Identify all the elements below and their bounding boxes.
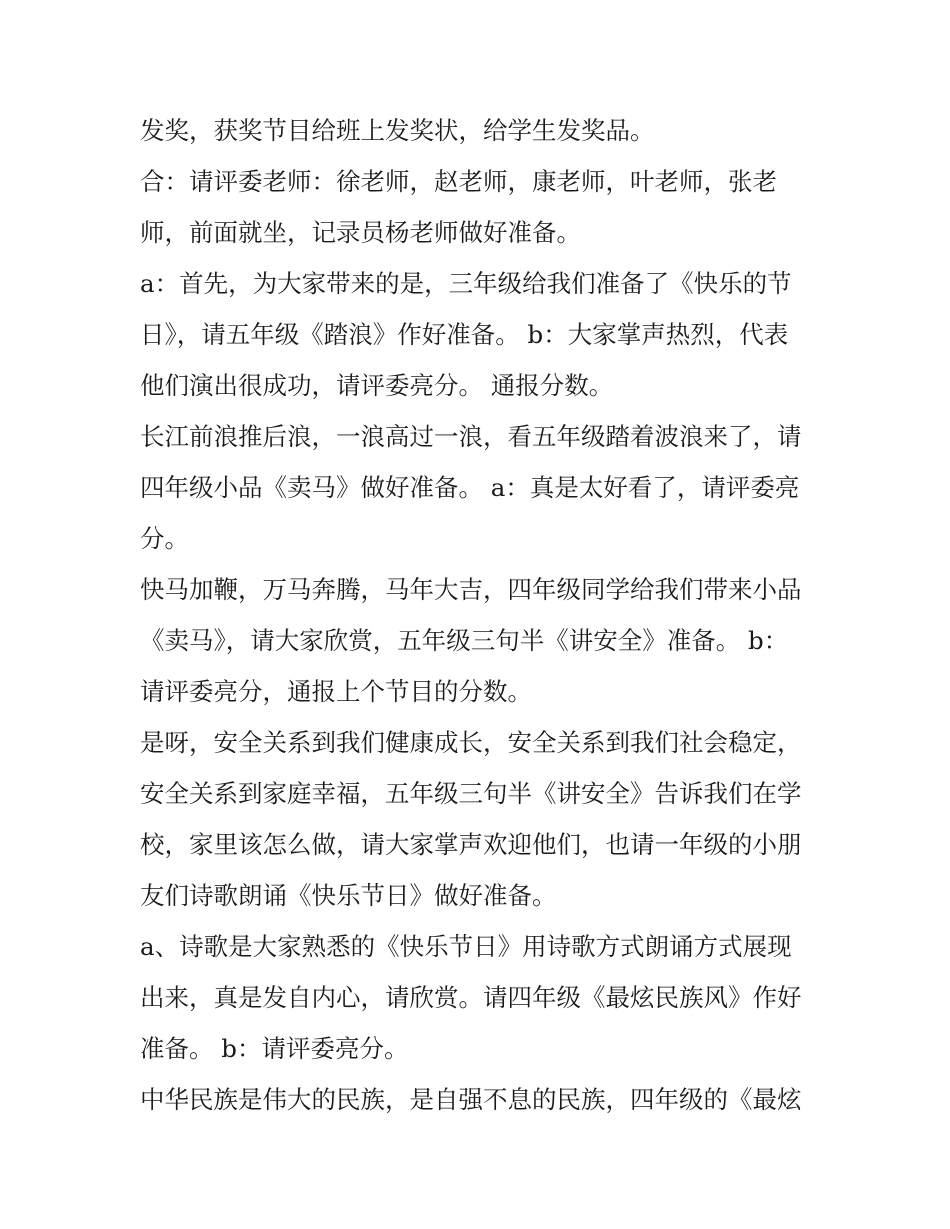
paragraph-judges bbox=[140, 156, 820, 258]
text-line: 合：请评委老师：徐老师，赵老师，康老师，叶老师，张老 bbox=[140, 167, 777, 196]
paragraph-award bbox=[140, 105, 820, 156]
paragraph-poem bbox=[140, 921, 820, 1074]
paragraph-safety bbox=[140, 717, 820, 921]
text-line: 快马加鞭，万马奔腾，马年大吉，四年级同学给我们带来小品 bbox=[140, 575, 802, 604]
text-line: 请评委亮分，通报上个节目的分数。 bbox=[140, 677, 532, 706]
text-line: a、诗歌是大家熟悉的《快乐节日》用诗歌方式朗诵方式展现 bbox=[140, 932, 792, 961]
text-line: 《卖马》，请大家欣赏，五年级三句半《讲安全》准备。 b： bbox=[140, 626, 789, 655]
text-line: a：首先，为大家带来的是，三年级给我们准备了《快乐的节 bbox=[140, 269, 792, 298]
text-line: 中华民族是伟大的民族，是自强不息的民族，四年级的《最炫 bbox=[140, 1085, 802, 1114]
text-line: 发奖，获奖节目给班上发奖状，给学生发奖品。 bbox=[140, 116, 655, 145]
text-line: 校，家里该怎么做，请大家掌声欢迎他们，也请一年级的小朋 bbox=[140, 830, 802, 859]
paragraph-selling-horse bbox=[140, 564, 820, 717]
text-line: 长江前浪推后浪，一浪高过一浪，看五年级踏着波浪来了，请 bbox=[140, 422, 802, 451]
text-line: 分。 bbox=[140, 524, 189, 553]
paragraph-tread-waves bbox=[140, 411, 820, 564]
text-line: 四年级小品《卖马》做好准备。 a：真是太好看了，请评委亮 bbox=[140, 473, 800, 502]
paragraph-nation bbox=[140, 1074, 820, 1125]
text-line: 友们诗歌朗诵《快乐节日》做好准备。 bbox=[140, 881, 557, 910]
document-body bbox=[140, 105, 820, 1125]
text-line: 准备。 b：请评委亮分。 bbox=[140, 1034, 409, 1063]
text-line: 他们演出很成功，请评委亮分。 通报分数。 bbox=[140, 371, 614, 400]
text-line: 日》，请五年级《踏浪》作好准备。 b：大家掌声热烈，代表 bbox=[140, 320, 789, 349]
paragraph-first-program bbox=[140, 258, 820, 411]
text-line: 是呀，安全关系到我们健康成长，安全关系到我们社会稳定， bbox=[140, 728, 802, 757]
text-line: 安全关系到家庭幸福，五年级三句半《讲安全》告诉我们在学 bbox=[140, 779, 802, 808]
text-line: 师，前面就坐，记录员杨老师做好准备。 bbox=[140, 218, 581, 247]
text-line: 出来，真是发自内心，请欣赏。请四年级《最炫民族风》作好 bbox=[140, 983, 802, 1012]
